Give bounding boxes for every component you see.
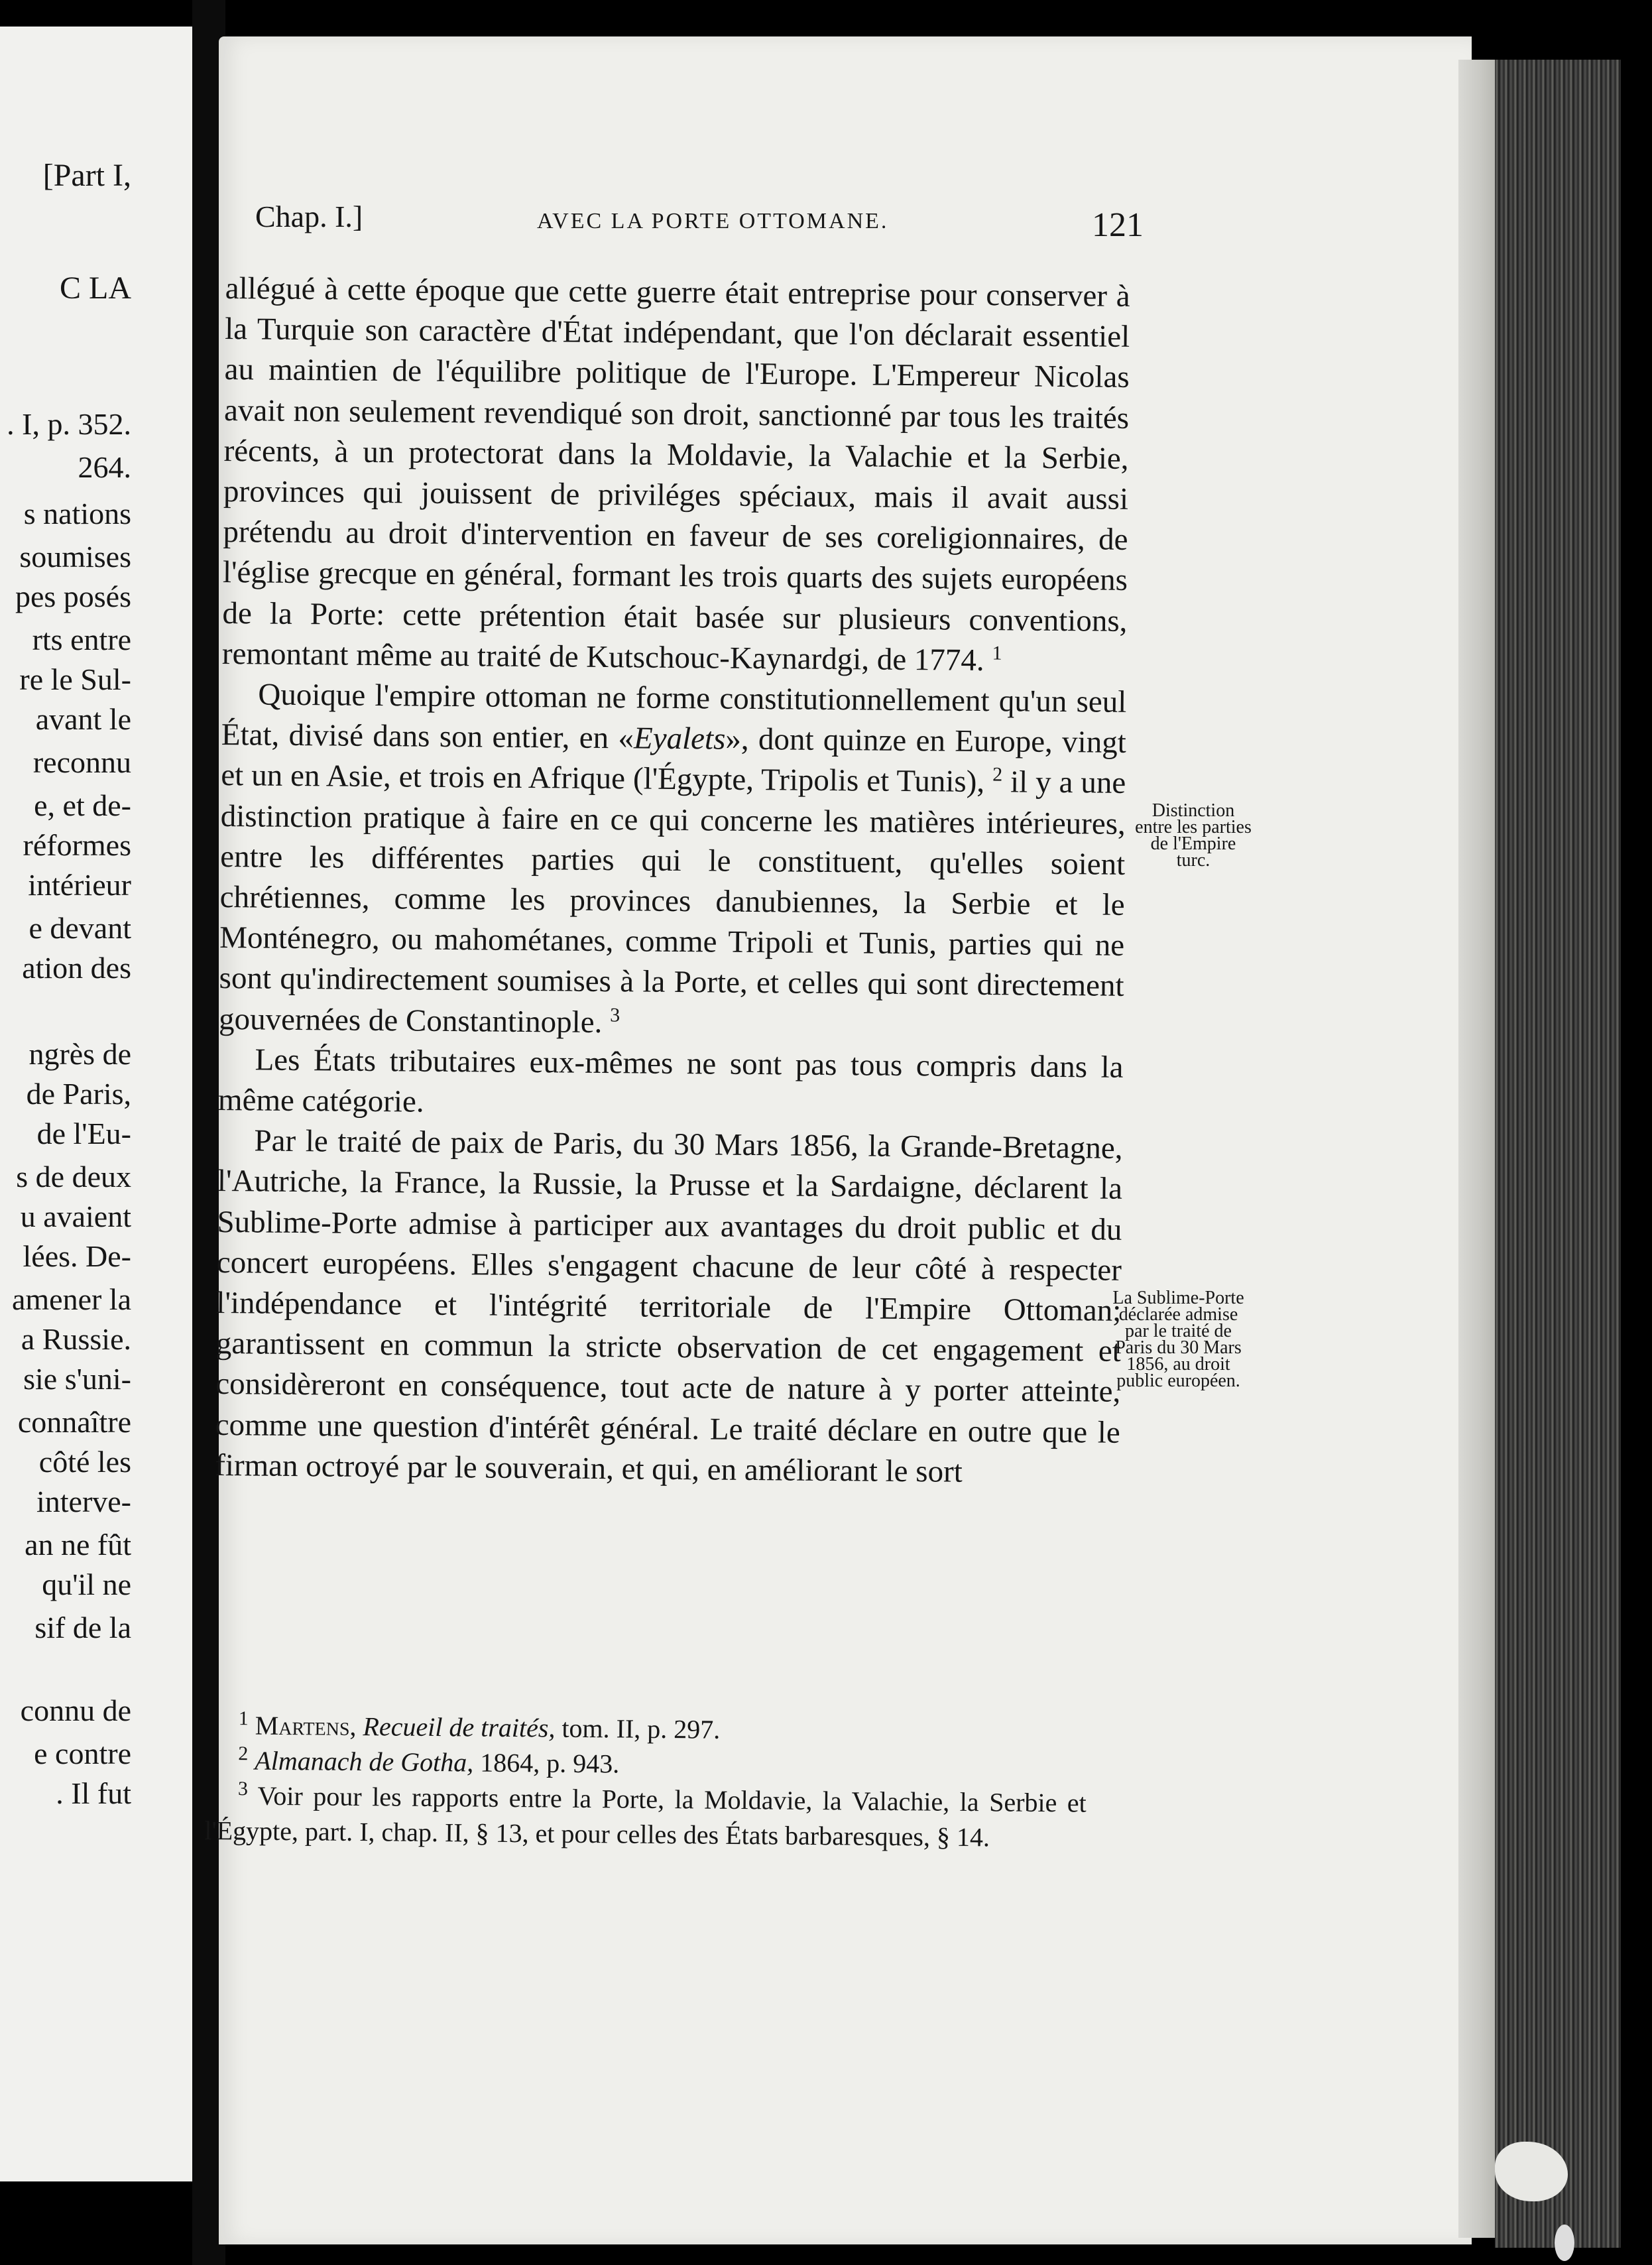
paper-damage-spot <box>1555 2225 1574 2261</box>
margin-note: Distinction entre les parties de l'Empire turc. <box>1135 800 1252 871</box>
paragraph <box>218 1040 1124 1129</box>
left-page-line: de l'Eu- <box>36 1117 131 1150</box>
paragraph-text: Quoique l'empire ottoman ne forme constitutionnellement qu'un seul État, divisé dans son entier, en « <box>221 677 1127 756</box>
left-page-fragment <box>0 27 192 2181</box>
left-page-line: re le Sul- <box>19 662 131 696</box>
paper-damage-spot <box>1495 2142 1568 2201</box>
footnote-ref: 1 <box>992 642 1002 664</box>
paragraph-text: Les États tributaires eux-mêmes ne sont pas tous compris dans la même catégorie. <box>217 1042 1124 1119</box>
left-page-line: avant le <box>35 702 131 736</box>
paragraph-text: », dont quinze en Europe, vingt et un en Asie, et trois en Afrique (l'Égypte, Tripolis et Tunis), <box>221 721 1127 800</box>
footnotes <box>204 1707 1087 1856</box>
left-page-line: de Paris, <box>26 1077 131 1111</box>
italic-term: Eyalets <box>633 721 726 757</box>
paragraph <box>219 674 1127 1048</box>
left-page-line: s de deux <box>16 1160 131 1194</box>
footnote-text: Voir pour les rapports entre la Porte, la Moldavie, la Valachie, la Serbie et l'Égypte, part. I, chap. II, § 13, et pour celles des États barbaresques, § 14. <box>204 1780 1087 1853</box>
left-page-line: 264. <box>78 450 131 484</box>
left-page-line: . Il fut <box>56 1776 131 1810</box>
footnote-number: 1 <box>238 1707 249 1730</box>
left-page-line: C LA <box>60 271 131 306</box>
footnote-author: Martens, <box>255 1710 357 1741</box>
left-page-line: côté les <box>38 1445 131 1479</box>
left-page-line: e devant <box>29 911 131 945</box>
scan-border <box>1621 0 1652 2265</box>
left-page-line: u avaient <box>20 1199 131 1233</box>
left-page-line: e, et de- <box>34 788 131 822</box>
left-page-line: . I, p. 352. <box>7 407 131 441</box>
page-edge <box>1458 60 1495 2238</box>
footnote-ref: 2 <box>992 763 1003 786</box>
left-page-line: réformes <box>23 828 131 862</box>
left-page-line: s nations <box>23 497 131 530</box>
left-page-line: pes posés <box>15 580 131 613</box>
footnote-number: 3 <box>237 1778 249 1800</box>
left-page-line: rts entre <box>32 623 131 656</box>
left-page-line: qu'il ne <box>42 1567 131 1601</box>
left-page-line: e contre <box>34 1737 131 1770</box>
paragraph <box>215 1121 1123 1494</box>
footnote-title: Recueil de traités, <box>363 1711 556 1743</box>
footnote <box>204 1778 1087 1856</box>
paragraph-text: Par le traité de paix de Paris, du 30 Mars 1856, la Grande-Bretagne, l'Autriche, la France, la Russie, la Prusse et la Sardaigne, déclarent la Sublime-Porte admise à participer aux avantages du droit public et du concert européens. Elles s'engagent chacune de leur côté à respecter l'indépendance et l'intégrité territoriale de l'Empire Ottoman; garantissent en commun la stricte observation de cet engagement et considèreront en conséquence, tout acte de nature à y porter atteinte, comme une question d'intérêt général. Le traité déclare en outre que le firman octroyé par le souverain, et qui, en améliorant le sort <box>215 1123 1123 1489</box>
left-page-line: interve- <box>36 1485 131 1518</box>
left-page-line: a Russie. <box>21 1322 131 1356</box>
left-page-line: intérieur <box>28 868 131 902</box>
running-title: AVEC LA PORTE OTTOMANE. <box>537 209 889 233</box>
book-edge <box>1495 60 1621 2248</box>
footnote-text: tom. II, p. 297. <box>561 1713 721 1745</box>
left-page-line: reconnu <box>32 745 131 779</box>
page-number: 121 <box>1092 206 1144 244</box>
left-page-line: an ne fût <box>25 1528 131 1561</box>
left-page-line: ngrès de <box>29 1037 131 1071</box>
left-page-line: [Part I, <box>42 158 131 193</box>
paragraph <box>222 269 1130 682</box>
left-page-line: sif de la <box>34 1611 131 1644</box>
paragraph-text: il y a une distinction pratique à faire en ce qui concerne les matières intérieures, entre les différentes parties qui le constituent, qu'elles soient chrétiennes, comme les provinces danubiennes, la Serbie et le Monténegro, ou mahométanes, comme Tripoli et Tunis, parties qui ne sont qu'indirectement soumises à la Porte, et celles qui sont directement gouvernées de Constantinople. <box>218 765 1126 1040</box>
body-text <box>215 269 1130 1494</box>
left-page-line: connaître <box>17 1405 131 1439</box>
left-page-line: amener la <box>11 1282 131 1316</box>
paragraph-text: allégué à cette époque que cette guerre était entreprise pour conserver à la Turquie son caractère d'État indépendant, que l'on déclarait essentiel au maintien de l'équilibre politique de l'Europe. L'Empereur Nicolas avait non seulement revendiqué son droit, sanctionné par tous les traités récents, à un protectorat dans la Moldavie, la Valachie et la Serbie, provinces qui jouissent de priviléges spéciaux, mais il avait aussi prétendu au droit d'intervention en faveur de ses coreligionnaires, de l'église grecque en général, formant les trois quarts des sujets européens de la Porte: cette prétention était basée sur plusieurs conventions, remontant même au traité de Kutschouc-Kaynardgi, de 1774. <box>221 271 1130 678</box>
running-head <box>255 192 1144 245</box>
footnote-text: 1864, p. 943. <box>480 1747 620 1779</box>
left-page-line: lées. De- <box>23 1239 131 1273</box>
margin-note: La Sublime-Porte déclarée admise par le traité de Paris du 30 Mars 1856, au droit public européen. <box>1112 1288 1244 1391</box>
chapter-label: Chap. I.] <box>255 200 363 233</box>
footnote-title: Almanach de Gotha, <box>255 1745 474 1778</box>
left-page-line: sie s'uni- <box>23 1362 131 1396</box>
left-page-line: ation des <box>22 951 131 985</box>
left-page-line: connu de <box>20 1693 131 1727</box>
footnote-ref: 3 <box>610 1004 620 1026</box>
footnote-number: 2 <box>238 1743 249 1765</box>
left-page-line: soumises <box>19 540 131 574</box>
